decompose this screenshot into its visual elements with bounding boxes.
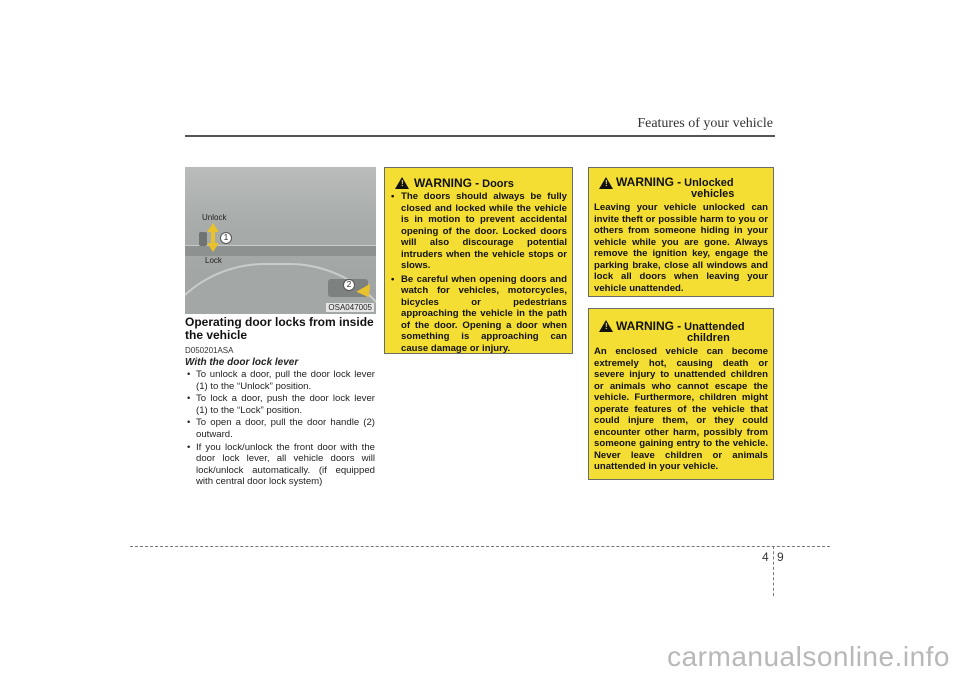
- warning-topic: Doors: [482, 178, 514, 190]
- list-item: • Be careful when opening doors and watch for vehicles, motorcycles, bicycles or pedestrians approaching the vehicle in the path of the door. Opening a door when something is approaching can cause damage or injury.: [390, 274, 567, 355]
- door-lock-photo: [185, 167, 376, 314]
- warning-icon: !: [599, 320, 613, 332]
- footer-rule: [130, 546, 830, 547]
- list-item: • To unlock a door, pull the door lock lever (1) to the “Unlock” position.: [185, 369, 375, 392]
- warning-doors-list: [385, 191, 572, 354]
- header-rule: [185, 135, 775, 137]
- section-code: D050201ASA: [185, 346, 234, 355]
- warning-unattended-box: [588, 308, 774, 480]
- unlock-label: Unlock: [202, 213, 227, 222]
- list-item: • The doors should always be fully closed and locked while the vehicle is in motion to prevent accidental opening of the door. Locked doors will also discourage potential intruders when the vehicle stops or slows.: [390, 191, 567, 272]
- warning-icon: !: [395, 177, 409, 189]
- lock-label: Lock: [205, 256, 222, 265]
- warning-unlocked-box: [588, 167, 774, 297]
- door-lock-lever: [199, 232, 207, 246]
- list-item: • If you lock/unlock the front door with the door lock lever, all vehicle doors will lock/unlock automatically. (if equipped with central door lock system): [185, 442, 375, 488]
- warning-word: WARNING: [414, 176, 472, 190]
- warning-header: [385, 168, 572, 188]
- warning-word: WARNING: [616, 319, 674, 333]
- warning-icon: !: [599, 177, 613, 189]
- instruction-list: [185, 369, 375, 489]
- list-item: • To lock a door, push the door lock lever (1) to the “Lock” position.: [185, 393, 375, 416]
- arrow-down-icon: [207, 243, 219, 252]
- warning-topic: Unattended: [684, 321, 745, 333]
- list-item: • To open a door, pull the door handle (2) outward.: [185, 417, 375, 440]
- watermark: carmanualsonline.info: [667, 641, 950, 672]
- page-divider: [773, 546, 774, 596]
- warning-header: [589, 309, 773, 346]
- warning-unlocked-body: Leaving your vehicle unlocked can invite theft or possible harm to you or others from someone hiding in your vehicle while you are gone. Always remove the ignition key, engage the parking brake, close all windows and lock all doors when leaving your vehicle unattended.: [594, 202, 768, 294]
- page-number: 9: [777, 550, 784, 564]
- callout-1: 1: [220, 232, 232, 244]
- section-subtitle: With the door lock lever: [185, 357, 299, 368]
- warning-word: WARNING: [616, 175, 674, 189]
- warning-topic-line2: children: [687, 332, 730, 344]
- chapter-number: 4: [762, 550, 769, 564]
- figure-code: OSA047005: [328, 303, 372, 312]
- section-title: Operating door locks from inside the vehicle: [185, 315, 374, 342]
- warning-header: [589, 168, 773, 202]
- warning-dash: -: [475, 176, 480, 190]
- callout-2: 2: [343, 279, 355, 291]
- warning-doors-box: [384, 167, 573, 354]
- page-header-title: Features of your vehicle: [637, 116, 773, 131]
- warning-topic-line2: vehicles: [691, 188, 735, 200]
- warning-topic: Unlocked: [684, 177, 734, 189]
- warning-unattended-body: An enclosed vehicle can become extremely hot, causing death or severe injury to unattended children or animals who cannot escape the vehicle. Furthermore, children might operate features of the vehicle that could injure them, or they could encounter other harm, possibly from someone gaining entry to the vehicle. Never leave children or animals unattended in your vehicle.: [594, 346, 768, 472]
- warning-dash: -: [677, 175, 682, 189]
- warning-dash: -: [677, 319, 682, 333]
